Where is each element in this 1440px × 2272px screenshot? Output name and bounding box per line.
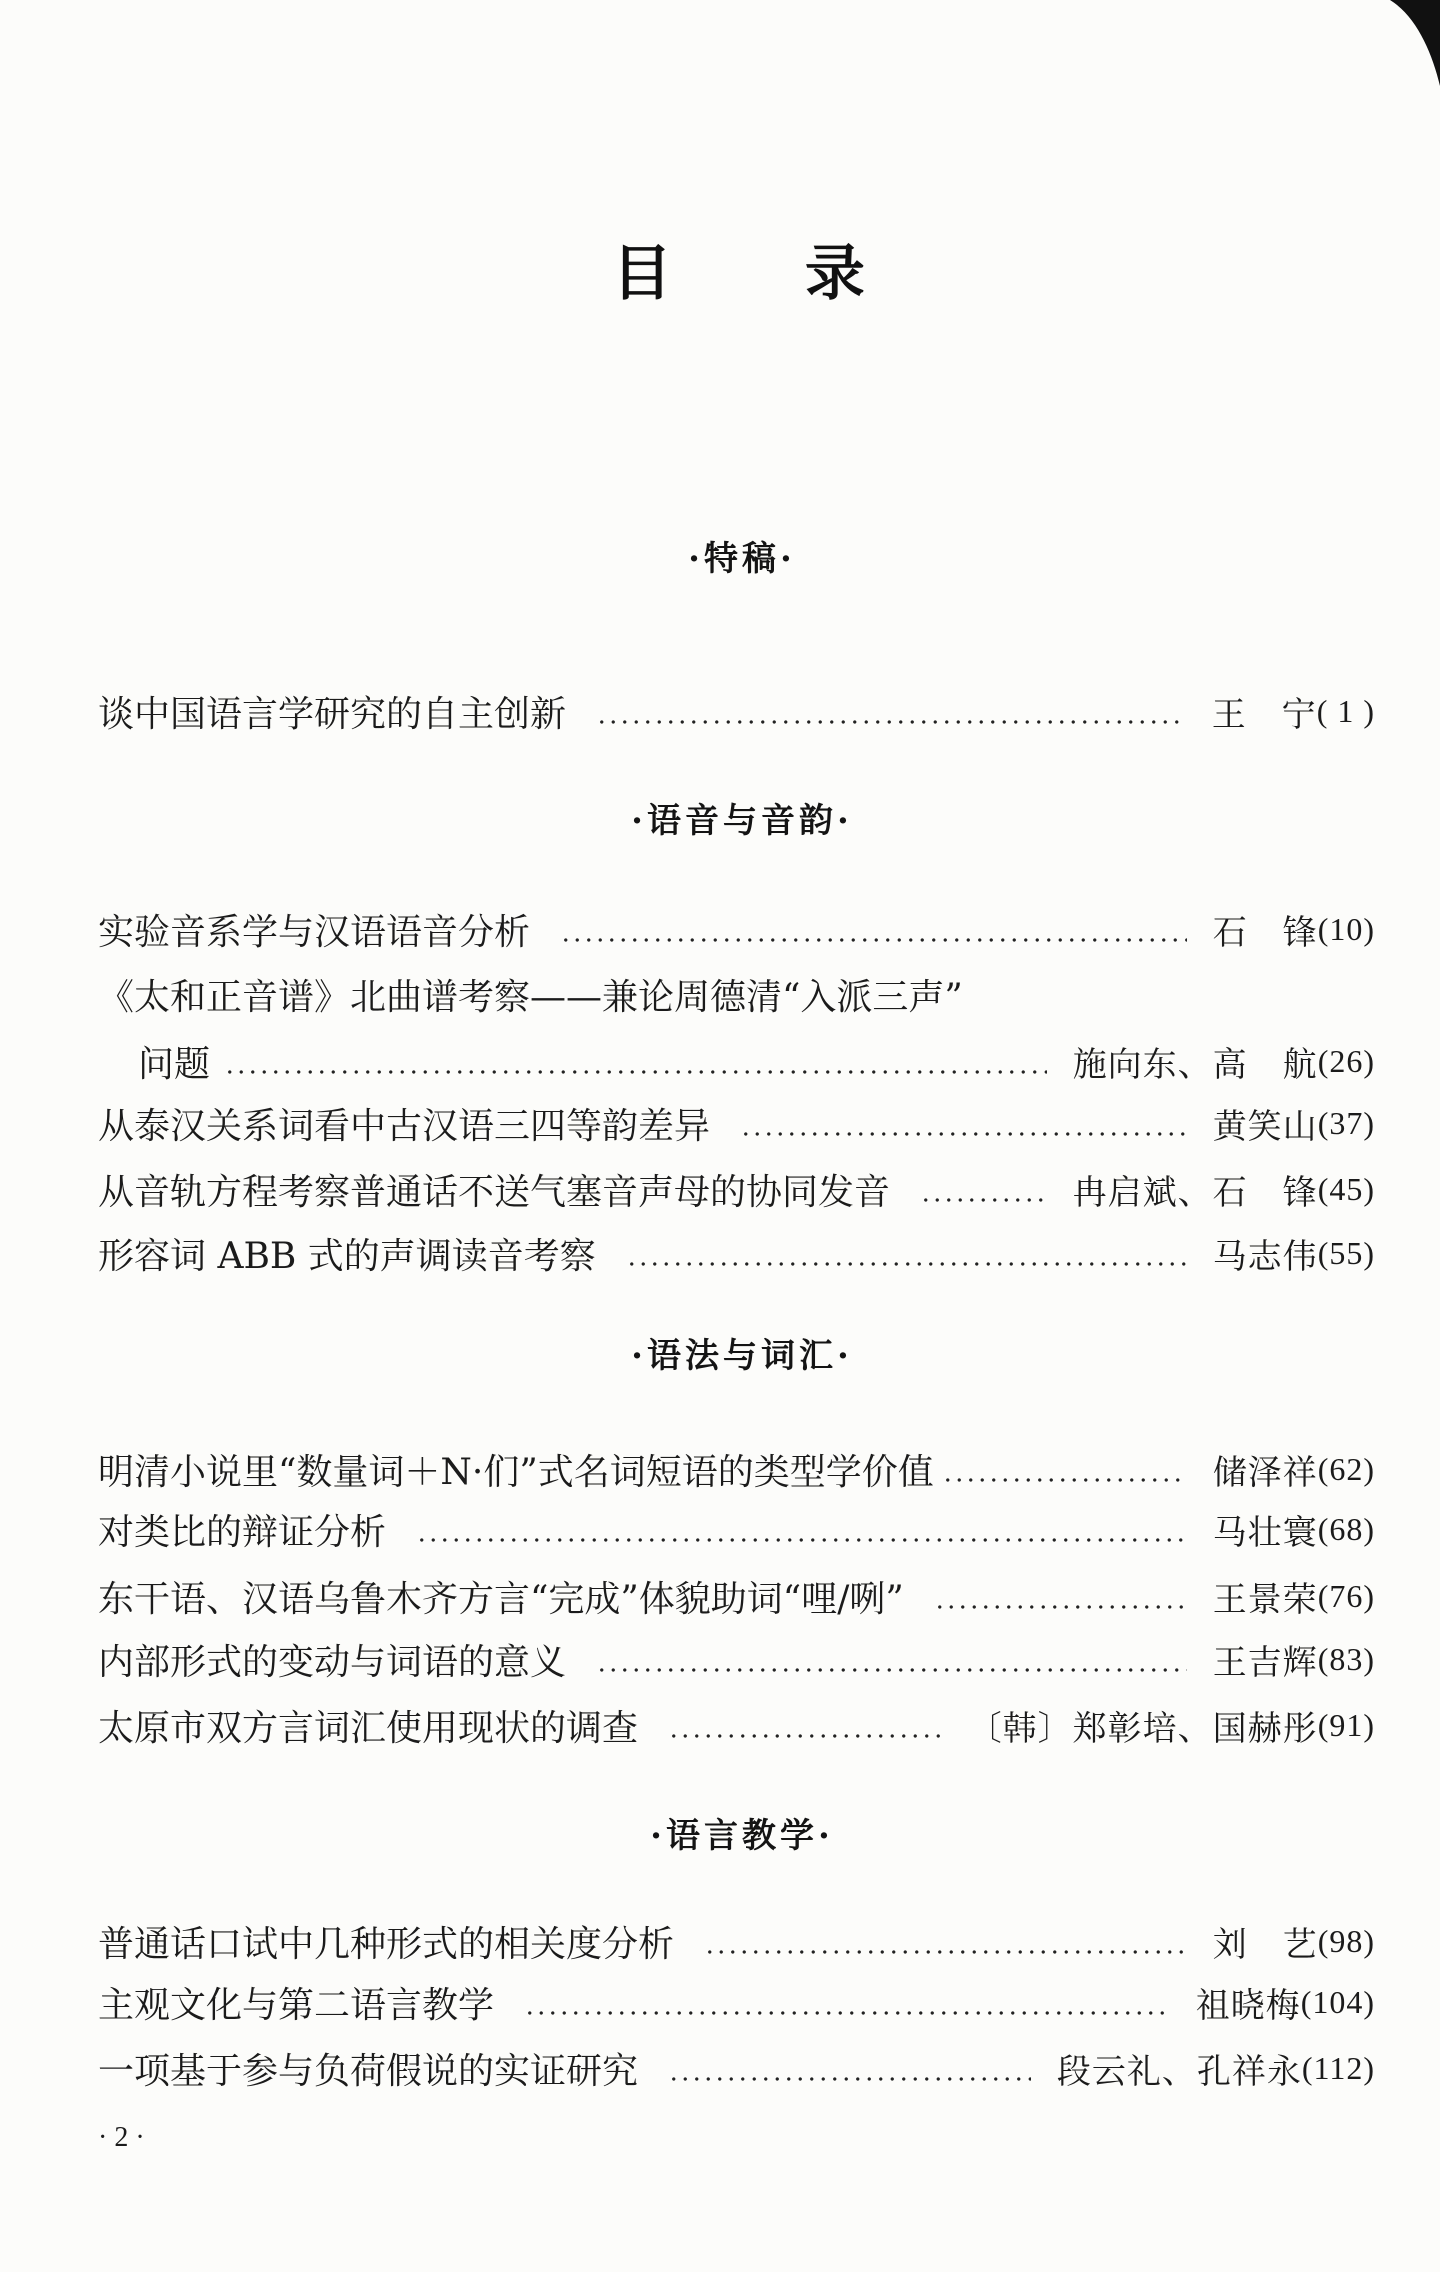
entry-title: 东干语、汉语乌鲁木齐方言“完成”体貌助词“哩/咧” — [98, 1578, 904, 1620]
entry-title-continuation: 问题 — [138, 1043, 211, 1085]
toc-entry — [98, 1700, 1375, 1750]
dot-leader — [668, 1700, 942, 1750]
entry-author: 施向东、高 航 — [1072, 1044, 1318, 1085]
dot-leader — [934, 1571, 1187, 1621]
toc-entry — [98, 1916, 1375, 1966]
toc-entry — [98, 1164, 1375, 1214]
dot-leader — [224, 1036, 1047, 1086]
section-heading: ·特稿· — [688, 539, 796, 579]
section-heading: ·语言教学· — [650, 1816, 834, 1856]
dot-leader — [524, 1977, 1170, 2027]
dot-leader — [668, 2043, 1031, 2093]
entry-page: (83) — [1317, 1640, 1375, 1677]
entry-page: (112) — [1301, 2049, 1375, 2086]
entry-page: (37) — [1317, 1104, 1375, 1141]
entry-title: 普通话口试中几种形式的相关度分析 — [98, 1923, 675, 1965]
toc-entry — [98, 1504, 1375, 1554]
entry-page: (62) — [1317, 1450, 1375, 1487]
toc-entry — [98, 686, 1375, 736]
toc-entry — [98, 1098, 1375, 1148]
entry-title: 谈中国语言学研究的自主创新 — [98, 693, 567, 735]
entry-author: 黄笑山 — [1212, 1106, 1318, 1147]
page-number: · 2 · — [98, 2122, 145, 2153]
dot-leader — [596, 686, 1186, 736]
dot-leader — [560, 904, 1187, 954]
toc-entry — [98, 1571, 1375, 1621]
entry-title: 实验音系学与汉语语音分析 — [98, 911, 531, 953]
entry-title: 从泰汉关系词看中古汉语三四等韵差异 — [98, 1105, 711, 1147]
entry-page: ( 1 ) — [1316, 692, 1375, 729]
entry-title: 太原市双方言词汇使用现状的调查 — [98, 1707, 639, 1749]
toc-entry — [98, 1228, 1375, 1278]
entry-page: (55) — [1317, 1234, 1375, 1271]
entry-page: (104) — [1300, 1983, 1375, 2020]
entry-title: 主观文化与第二语言教学 — [98, 1984, 495, 2026]
entry-author: 王景荣 — [1212, 1579, 1318, 1620]
entry-page: (68) — [1317, 1510, 1375, 1547]
toc-entry — [98, 2043, 1375, 2093]
entry-author: 王吉辉 — [1212, 1642, 1318, 1683]
entry-page: (10) — [1317, 910, 1375, 947]
dot-leader — [942, 1444, 1187, 1494]
entry-page: (45) — [1317, 1170, 1375, 1207]
entry-author: 祖晓梅 — [1195, 1985, 1301, 2026]
entry-author: 马壮寰 — [1212, 1512, 1318, 1553]
entry-title: 从音轨方程考察普通话不送气塞音声母的协同发音 — [98, 1171, 891, 1213]
entry-page: (91) — [1317, 1706, 1375, 1743]
page-title: 目 录 — [612, 239, 865, 309]
entry-title: 对类比的辩证分析 — [98, 1511, 387, 1553]
entry-title: 明清小说里“数量词＋N·们”式名词短语的类型学价值 — [98, 1451, 934, 1493]
entry-author: 刘 艺 — [1212, 1924, 1318, 1965]
entry-author: 冉启斌、石 锋 — [1072, 1172, 1318, 1213]
toc-entry-continuation — [138, 1036, 1375, 1086]
entry-author: 〔韩〕郑彰培、国赫彤 — [967, 1708, 1318, 1749]
entry-title: 形容词 ABB 式的声调读音考察 — [98, 1235, 596, 1277]
toc-entry — [98, 1444, 1375, 1494]
entry-title: 内部形式的变动与词语的意义 — [98, 1641, 567, 1683]
entry-title: 《太和正音谱》北曲谱考察——兼论周德清“入派三声” — [98, 976, 963, 1018]
section-heading: ·语音与音韵· — [631, 801, 853, 841]
toc-entry — [98, 1977, 1375, 2027]
entry-title: 一项基于参与负荷假说的实证研究 — [98, 2050, 639, 2092]
entry-author: 储泽祥 — [1212, 1452, 1318, 1493]
dot-leader — [626, 1228, 1187, 1278]
dot-leader — [740, 1098, 1187, 1148]
entry-author: 马志伟 — [1212, 1236, 1318, 1277]
toc-entry — [98, 904, 1375, 954]
scan-edge-shadow — [1390, 0, 1440, 86]
entry-page: (26) — [1317, 1042, 1375, 1079]
section-heading: ·语法与词汇· — [631, 1336, 853, 1376]
dot-leader — [596, 1634, 1187, 1684]
entry-author: 段云礼、孔祥永 — [1056, 2051, 1302, 2092]
dot-leader — [416, 1504, 1187, 1554]
toc-entry — [98, 1634, 1375, 1684]
entry-page: (76) — [1317, 1577, 1375, 1614]
dot-leader — [704, 1916, 1187, 1966]
entry-author: 王 宁 — [1211, 694, 1317, 735]
entry-page: (98) — [1317, 1922, 1375, 1959]
dot-leader — [920, 1164, 1047, 1214]
toc-entry — [98, 969, 1375, 1019]
entry-author: 石 锋 — [1212, 912, 1318, 953]
